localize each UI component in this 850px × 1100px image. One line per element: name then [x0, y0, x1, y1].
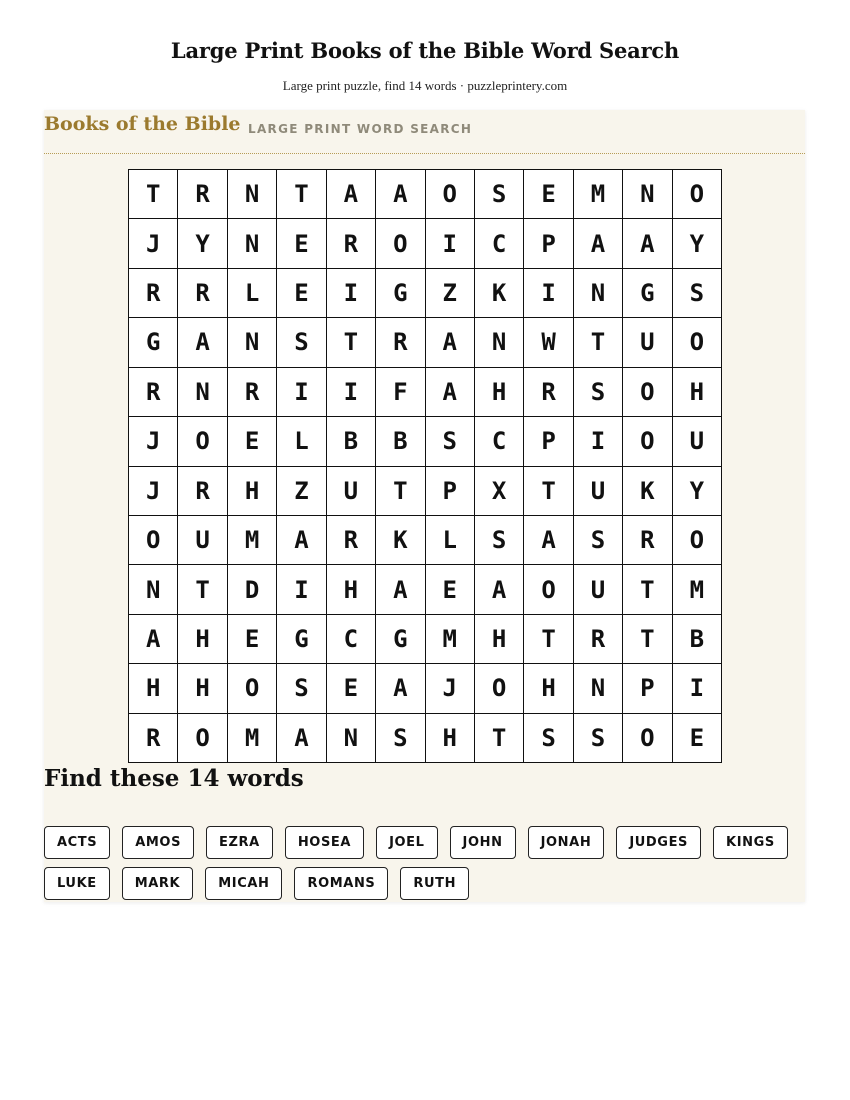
grid-cell[interactable]: N: [178, 368, 227, 417]
grid-cell[interactable]: N: [327, 714, 376, 763]
grid-cell[interactable]: O: [673, 516, 722, 565]
grid-cell[interactable]: T: [623, 615, 672, 664]
grid-cell[interactable]: U: [574, 565, 623, 614]
grid-cell[interactable]: M: [574, 170, 623, 219]
grid-cell[interactable]: A: [129, 615, 178, 664]
grid-cell[interactable]: H: [475, 615, 524, 664]
grid-cell[interactable]: A: [426, 318, 475, 367]
grid-cell[interactable]: S: [426, 417, 475, 466]
grid-cell[interactable]: E: [228, 417, 277, 466]
word-chip[interactable]: MICAH: [205, 867, 282, 900]
grid-cell[interactable]: M: [228, 516, 277, 565]
grid-cell[interactable]: A: [475, 565, 524, 614]
grid-cell[interactable]: N: [574, 269, 623, 318]
page-title: Large Print Books of the Bible Word Search: [170, 38, 680, 63]
card-tag: LARGE PRINT WORD SEARCH: [248, 122, 473, 136]
grid-cell[interactable]: S: [574, 368, 623, 417]
grid-cell[interactable]: S: [277, 664, 326, 713]
grid-cell[interactable]: G: [277, 615, 326, 664]
card-header: [44, 110, 805, 154]
grid-cell[interactable]: K: [376, 516, 425, 565]
grid-cell[interactable]: O: [228, 664, 277, 713]
grid-cell[interactable]: S: [574, 714, 623, 763]
grid-cell[interactable]: I: [673, 664, 722, 713]
grid-cell[interactable]: F: [376, 368, 425, 417]
grid-cell[interactable]: J: [129, 417, 178, 466]
grid-cell[interactable]: N: [574, 664, 623, 713]
grid-cell[interactable]: I: [327, 269, 376, 318]
grid-cell[interactable]: G: [623, 269, 672, 318]
word-chip[interactable]: JONAH: [528, 826, 605, 859]
grid-cell[interactable]: C: [475, 219, 524, 268]
grid-cell[interactable]: S: [673, 269, 722, 318]
grid-cell[interactable]: O: [129, 516, 178, 565]
grid-cell[interactable]: Z: [277, 467, 326, 516]
grid-cell[interactable]: R: [178, 269, 227, 318]
grid-cell[interactable]: A: [327, 170, 376, 219]
puzzle-card: [44, 110, 805, 902]
grid-cell[interactable]: U: [623, 318, 672, 367]
grid-cell[interactable]: R: [574, 615, 623, 664]
grid-cell[interactable]: P: [524, 219, 573, 268]
grid-cell[interactable]: R: [129, 269, 178, 318]
grid-cell[interactable]: K: [475, 269, 524, 318]
grid-cell[interactable]: O: [623, 714, 672, 763]
grid-cell[interactable]: W: [524, 318, 573, 367]
word-chip[interactable]: JUDGES: [616, 826, 701, 859]
word-chip[interactable]: RUTH: [400, 867, 469, 900]
grid-cell[interactable]: I: [426, 219, 475, 268]
grid-cell[interactable]: L: [277, 417, 326, 466]
grid-cell[interactable]: O: [623, 368, 672, 417]
grid-cell[interactable]: H: [475, 368, 524, 417]
grid-cell[interactable]: E: [524, 170, 573, 219]
grid-cell[interactable]: A: [376, 170, 425, 219]
grid-cell[interactable]: R: [327, 219, 376, 268]
grid-cell[interactable]: R: [228, 368, 277, 417]
grid-cell[interactable]: M: [673, 565, 722, 614]
grid-cell[interactable]: M: [426, 615, 475, 664]
grid-cell[interactable]: A: [426, 368, 475, 417]
grid-cell[interactable]: G: [376, 615, 425, 664]
grid-cell[interactable]: G: [129, 318, 178, 367]
word-chip[interactable]: MARK: [122, 867, 193, 900]
grid-cell[interactable]: O: [426, 170, 475, 219]
grid-cell[interactable]: G: [376, 269, 425, 318]
grid-cell[interactable]: N: [475, 318, 524, 367]
grid-cell[interactable]: U: [574, 467, 623, 516]
grid-cell[interactable]: A: [376, 565, 425, 614]
grid-cell[interactable]: R: [376, 318, 425, 367]
grid-cell[interactable]: I: [524, 269, 573, 318]
grid-cell[interactable]: A: [277, 516, 326, 565]
grid-cell[interactable]: Y: [673, 219, 722, 268]
word-list: [44, 826, 814, 900]
word-chip[interactable]: HOSEA: [285, 826, 364, 859]
grid-cell[interactable]: J: [129, 219, 178, 268]
grid-cell[interactable]: R: [327, 516, 376, 565]
grid-cell[interactable]: U: [178, 516, 227, 565]
grid-cell[interactable]: R: [178, 467, 227, 516]
grid-cell[interactable]: A: [178, 318, 227, 367]
grid-cell[interactable]: L: [228, 269, 277, 318]
grid-cell[interactable]: O: [376, 219, 425, 268]
grid-cell[interactable]: E: [277, 219, 326, 268]
grid-cell[interactable]: I: [327, 368, 376, 417]
grid-cell[interactable]: X: [475, 467, 524, 516]
grid-cell[interactable]: O: [524, 565, 573, 614]
grid-cell[interactable]: O: [178, 417, 227, 466]
grid-cell[interactable]: S: [277, 318, 326, 367]
grid-cell[interactable]: N: [228, 219, 277, 268]
grid-cell[interactable]: A: [376, 664, 425, 713]
grid-cell[interactable]: I: [277, 565, 326, 614]
grid-cell[interactable]: H: [178, 615, 227, 664]
grid-cell[interactable]: T: [376, 467, 425, 516]
grid-cell[interactable]: S: [475, 170, 524, 219]
grid-cell[interactable]: T: [129, 170, 178, 219]
grid-cell[interactable]: H: [426, 714, 475, 763]
word-chip[interactable]: ROMANS: [294, 867, 388, 900]
grid-cell[interactable]: R: [129, 368, 178, 417]
word-chip[interactable]: EZRA: [206, 826, 273, 859]
word-chip[interactable]: KINGS: [713, 826, 788, 859]
word-chip[interactable]: JOEL: [376, 826, 437, 859]
grid-cell[interactable]: H: [228, 467, 277, 516]
grid-cell[interactable]: D: [228, 565, 277, 614]
grid-cell[interactable]: N: [623, 170, 672, 219]
grid-cell[interactable]: T: [475, 714, 524, 763]
grid-cell[interactable]: Y: [178, 219, 227, 268]
grid-cell[interactable]: U: [673, 417, 722, 466]
grid-cell[interactable]: A: [574, 219, 623, 268]
grid-cell[interactable]: Y: [673, 467, 722, 516]
grid-cell[interactable]: C: [327, 615, 376, 664]
grid-cell[interactable]: K: [623, 467, 672, 516]
grid-cell[interactable]: T: [178, 565, 227, 614]
grid-cell[interactable]: B: [673, 615, 722, 664]
grid-cell[interactable]: B: [327, 417, 376, 466]
grid-cell[interactable]: I: [277, 368, 326, 417]
grid-cell[interactable]: H: [524, 664, 573, 713]
word-chip[interactable]: ACTS: [44, 826, 110, 859]
grid-cell[interactable]: T: [623, 565, 672, 614]
word-chip[interactable]: JOHN: [450, 826, 516, 859]
grid-cell[interactable]: A: [277, 714, 326, 763]
grid-cell[interactable]: J: [129, 467, 178, 516]
card-title: Books of the Bible: [44, 113, 241, 135]
grid-cell[interactable]: O: [475, 664, 524, 713]
grid-cell[interactable]: N: [129, 565, 178, 614]
grid-cell[interactable]: E: [426, 565, 475, 614]
grid-cell[interactable]: B: [376, 417, 425, 466]
grid-cell[interactable]: P: [524, 417, 573, 466]
words-heading: Find these 14 words: [44, 765, 304, 792]
grid-cell[interactable]: I: [574, 417, 623, 466]
grid-cell[interactable]: Z: [426, 269, 475, 318]
grid-cell[interactable]: R: [524, 368, 573, 417]
grid-cell[interactable]: P: [426, 467, 475, 516]
grid-cell[interactable]: O: [673, 318, 722, 367]
grid-cell[interactable]: A: [623, 219, 672, 268]
page-subtitle: Large print puzzle, find 14 words · puzzleprintery.com: [282, 78, 568, 93]
grid-cell[interactable]: N: [228, 318, 277, 367]
grid-cell[interactable]: A: [524, 516, 573, 565]
grid-cell[interactable]: O: [623, 417, 672, 466]
grid-cell[interactable]: N: [228, 170, 277, 219]
grid-cell[interactable]: S: [524, 714, 573, 763]
grid-cell[interactable]: E: [228, 615, 277, 664]
grid-cell[interactable]: S: [574, 516, 623, 565]
grid-cell[interactable]: S: [376, 714, 425, 763]
grid-cell[interactable]: E: [673, 714, 722, 763]
letter-grid: [128, 169, 722, 763]
word-chip[interactable]: AMOS: [122, 826, 194, 859]
grid-cell[interactable]: T: [524, 467, 573, 516]
grid-cell[interactable]: H: [178, 664, 227, 713]
grid-cell[interactable]: R: [623, 516, 672, 565]
grid-cell[interactable]: M: [228, 714, 277, 763]
grid-cell[interactable]: S: [475, 516, 524, 565]
grid-cell[interactable]: J: [426, 664, 475, 713]
grid-cell[interactable]: T: [574, 318, 623, 367]
grid-cell[interactable]: U: [327, 467, 376, 516]
grid-cell[interactable]: C: [475, 417, 524, 466]
grid-cell[interactable]: T: [524, 615, 573, 664]
grid-cell[interactable]: R: [129, 714, 178, 763]
grid-cell[interactable]: P: [623, 664, 672, 713]
grid-cell[interactable]: R: [178, 170, 227, 219]
grid-cell[interactable]: T: [277, 170, 326, 219]
grid-cell[interactable]: E: [277, 269, 326, 318]
grid-cell[interactable]: E: [327, 664, 376, 713]
grid-cell[interactable]: H: [673, 368, 722, 417]
grid-cell[interactable]: O: [178, 714, 227, 763]
grid-cell[interactable]: H: [129, 664, 178, 713]
grid-cell[interactable]: T: [327, 318, 376, 367]
grid-cell[interactable]: H: [327, 565, 376, 614]
grid-cell[interactable]: O: [673, 170, 722, 219]
grid-cell[interactable]: L: [426, 516, 475, 565]
word-chip[interactable]: LUKE: [44, 867, 110, 900]
